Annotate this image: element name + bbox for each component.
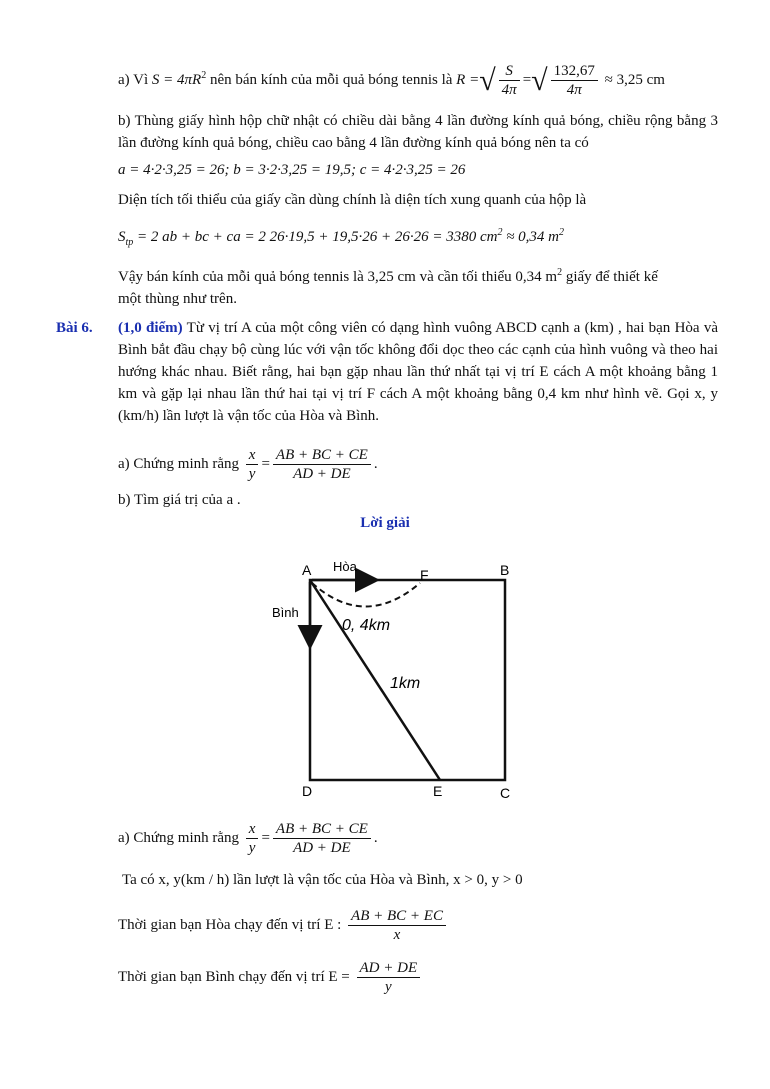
problem-statement [118, 317, 718, 427]
formula: S = 4πR [151, 71, 202, 88]
conclusion-line-2: một thùng như trên. [118, 291, 237, 307]
label-a: A [302, 562, 312, 578]
label-d: D [302, 783, 313, 799]
fraction: $\frac{132,67}{4\pi}$ [551, 62, 598, 99]
square-diagram [260, 555, 530, 805]
text: nên bán kính của mỗi quả bóng tennis là [209, 71, 453, 88]
text: ≈ 3,25 cm [604, 71, 665, 88]
label-dist-04: 0, 4km [342, 617, 391, 634]
fraction-xy: $\frac{x}{y}$ [246, 446, 259, 483]
label-binh: Bình [272, 605, 299, 620]
label-hoa: Hòa [333, 559, 357, 574]
binh-time-line: Thời gian bạn Bình chạy đến vị trí E = $\frac{AD + DE}{y}$ [118, 955, 423, 999]
fraction-xy: $\frac{x}{y}$ [246, 820, 259, 857]
label-dist-1: 1km [390, 675, 421, 692]
label-b: B [500, 562, 510, 578]
fraction-ratio: $\frac{AB + BC + CE}{AD + DE}$ [273, 820, 371, 857]
solution-part-a: a) Chứng minh rằng $\frac{x}{y}$ = $\frac{AB + BC + CE}{AD + DE}$ . [118, 821, 378, 857]
sqrt-sign: √ [479, 63, 496, 97]
prev-part-b-text: b) Thùng giấy hình hộp chữ nhật có chiều dài bằng 4 lần đường kính quả bóng, chiều rộng bằng 3 lần đường kính quả bóng, chiều cao bằng 4 lần đường kính quả bóng nên ta có [118, 113, 718, 151]
hoa-time-line: Thời gian bạn Hòa chạy đến vị trí E : $\frac{AB + BC + EC}{x}$ [118, 903, 449, 947]
label-f: F [420, 567, 429, 583]
sup: 2 [201, 69, 207, 81]
sqrt-sign: √ [531, 63, 548, 97]
fraction-binh-time: $\frac{AD + DE}{y}$ [357, 959, 421, 996]
problem-part-b: b) Tìm giá trị của a . [118, 492, 241, 508]
fraction: $\frac{S}{4\pi}$ [499, 62, 520, 99]
arc-af [312, 583, 420, 607]
solution-title: Lời giải [360, 515, 410, 531]
problem-label: Bài 6. [56, 320, 93, 336]
area-formula: $S_{tp} = 2$ ab + bc + ca = 2 26·19,5 + 19,5·26 + 26·26 = 3380 $cm^2 \approx 0,34$ $m^2$ [118, 227, 565, 248]
problem-text: Từ vị trí A của một công viên có dạng hình vuông ABCD cạnh a (km) , hai bạn Hòa và Bình bắt đầu chạy bộ cùng lúc với vận tốc không đổi dọc theo các cạnh của hình vuông và theo hai hướng khác nhau. Biết rằng, hai bạn gặp nhau lần thứ nhất tại vị trí E cách A một khoảng bằng 1 km và gặp lại nhau lần thứ hai tại vị trí F cách A một khoảng bằng 0,4 km như hình vẽ. Gọi x, y (km/h) lần lượt là vận tốc của Hòa và Bình. [118, 320, 718, 424]
area-intro: Diện tích tối thiểu của giấy cần dùng chính là diện tích xung quanh của hộp là [118, 192, 587, 208]
dims-line: a = 4·2·3,25 = 26; b = 3·2·3,25 = 19,5; c = 4·2·3,25 = 26 [118, 162, 466, 178]
velocity-line: Ta có x, y(km / h) lần lượt là vận tốc của Hòa và Bình, x > 0, y > 0 [122, 872, 523, 888]
problem-part-a: a) Chứng minh rằng $\frac{x}{y}$ = $\frac{AB + BC + CE}{AD + DE}$ . [118, 447, 378, 483]
fraction-hoa-time: $\frac{AB + BC + EC}{x}$ [348, 907, 446, 944]
label-e: E [433, 783, 443, 799]
prev-part-a-line: a) Vì $S = 4\pi R^2$ nên bán kính của mỗi quả bóng tennis là R =√ $\frac{S}{4\pi}$ =√ $\frac{132,67}{4\pi}$ ≈ 3,25 cm [118, 63, 665, 98]
problem-points: (1,0 điểm) [118, 320, 183, 336]
segment-ae [310, 580, 440, 780]
text: a) Vì [118, 71, 149, 88]
conclusion-line: Vậy bán kính của mỗi quả bóng tennis là 3,25 cm và cần tối thiểu 0,34 $m^2$ giấy để thiết kế [118, 267, 658, 285]
label-c: C [500, 785, 511, 801]
fraction-ratio: $\frac{AB + BC + CE}{AD + DE}$ [273, 446, 371, 483]
formula: R = [456, 71, 480, 88]
